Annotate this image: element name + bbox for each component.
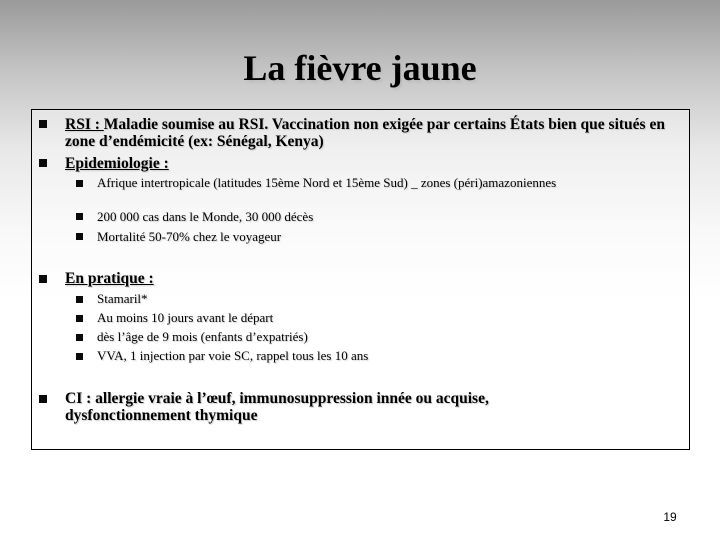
sub-item: Au moins 10 jours avant le départ: [97, 310, 274, 325]
bullet-square-icon: [76, 315, 83, 322]
slide-title: La fièvre jaune: [243, 48, 477, 88]
bullet-square-icon: [76, 353, 83, 360]
list-item-ci: CI : allergie vraie à l’œuf, immunosuppression innée ou acquise, dysfonctionnement thymique: [65, 390, 489, 424]
bullet-square-icon: [39, 395, 47, 403]
bullet-square-icon: [39, 275, 47, 283]
sub-item: Mortalité 50-70% chez le voyageur: [97, 229, 282, 244]
sub-item: 200 000 cas dans le Monde, 30 000 décès: [97, 209, 314, 224]
rsi-text: Maladie soumise au RSI. Vaccination non exigée par certains États bien que situés en zone d’endémicité (ex: Sénégal, Kenya): [65, 116, 665, 150]
rsi-label: RSI :: [65, 116, 104, 133]
bullet-square-icon: [76, 233, 83, 240]
epidemiologie-label: Epidemiologie :: [65, 155, 169, 172]
bullet-square-icon: [76, 180, 83, 187]
bullet-square-icon: [39, 120, 47, 128]
list-item-en-pratique: [65, 270, 675, 287]
bullet-square-icon: [39, 159, 47, 167]
sub-item: Stamaril*: [97, 291, 148, 306]
list-item-rsi: [65, 116, 675, 150]
list-item-epidemiologie: [65, 155, 675, 172]
sub-item: dès l’âge de 9 mois (enfants d’expatriés): [97, 329, 308, 344]
page-number: 19: [663, 510, 677, 524]
bullet-square-icon: [76, 213, 83, 220]
bullet-square-icon: [76, 334, 83, 341]
en-pratique-label: En pratique :: [65, 270, 154, 287]
sub-item: VVA, 1 injection par voie SC, rappel tous les 10 ans: [97, 348, 369, 363]
bullet-square-icon: [76, 296, 83, 303]
sub-item: Afrique intertropicale (latitudes 15ème Nord et 15ème Sud) _ zones (péri)amazoniennes: [97, 175, 557, 190]
